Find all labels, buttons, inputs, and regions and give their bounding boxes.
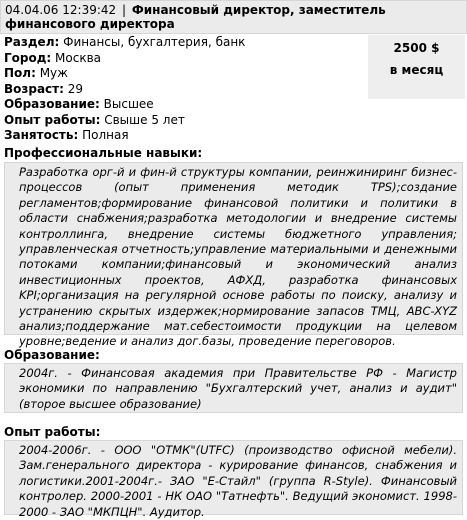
header-separator: | [121,3,127,17]
info-label: Опыт работы: [4,112,101,127]
info-row-gender [4,66,364,82]
info-value: Муж [39,66,68,80]
skills-text: Разработка орг-й и фин-й структуры компании, реинжиниринг бизнес-процессов (опыт применения методик TPS);создание регламентов;формирование финансовой политики и политики в области снабжения;разработка методологии и внедрение системы контроллинга, внедрение системы бюджетного управления; управленческая отчетность;управление материальными и денежными потоками компании;финансовый и экономический анализ инвестиционных проектов, АФХД, разработка финансовых KPI;организация на регулярной основе работы по поиску, анализу и устранению скрытых издержек;нормирование запасов ТМЦ, ABC-XYZ анализ;поддержание мат.себестоимости продукции на целевом уровне;ведение и анализ дог.базы, проведение переговоров. [4,162,463,335]
info-label: Возраст: [4,81,64,96]
info-row-city [4,51,364,67]
info-label: Пол: [4,66,36,80]
info-value: Полная [82,128,129,142]
info-row-section [4,35,364,51]
info-row-education [4,97,364,113]
job-title: Финансовый директор, заместитель финансового директора [5,3,386,31]
salary-box [368,35,465,99]
salary-amount: 2500 $ [393,41,440,55]
info-row-experience [4,113,364,129]
info-label: Занятость: [4,128,79,142]
education-text: 2004г. - Финансовая академия при Правительстве РФ - Магистр экономики по направлению "Бухгалтерский учет, анализ и аудит"(второе высшее образование) [4,363,463,413]
posting-date: 04.04.06 12:39:42 [5,3,117,17]
info-value: Москва [55,50,102,65]
info-label: Город: [4,50,52,65]
info-value: Высшее [103,97,154,111]
info-value: Финансы, бухгалтерия, банк [63,35,246,49]
experience-heading: Опыт работы: [4,425,101,439]
skills-heading: Профессиональные навыки: [4,146,203,160]
listing-header [0,0,467,34]
experience-text: 2004-2006г. - ООО "ОТМК"(UTFC) (производство офисной мебели). Зам.генерального директора - курирование финансов, снабжения и логистики.2001-2004г.- ЗАО "Е-Стайл" (группа R-Style). Финансовый контролер. 2000-2001 - НК ОАО "Татнефть". Ведущий экономист. 1998-2000 - ЗАО "МКПЦН". Аудитор. [4,440,463,515]
education-heading: Образование: [4,348,100,362]
info-row-employment [4,128,364,144]
info-label: Раздел: [4,35,60,49]
salary-period: в месяц [389,63,444,77]
info-row-age [4,82,364,98]
candidate-info [4,35,364,144]
info-value: 29 [67,81,84,96]
info-label: Образование: [4,97,100,111]
info-value: Свыше 5 лет [104,112,185,127]
